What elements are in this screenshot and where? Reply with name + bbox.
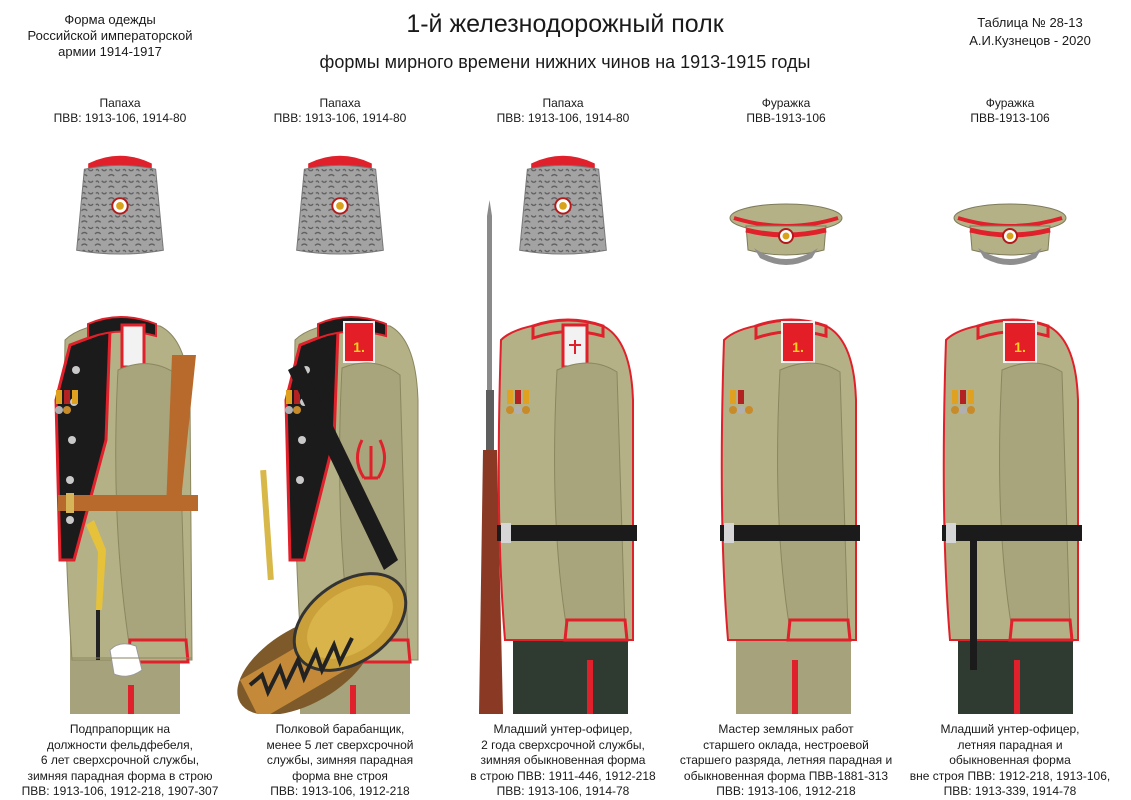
caption-line: Младший унтер-офицер, (493, 722, 633, 736)
hat-name: Фуражка (761, 96, 811, 110)
caption-line: Подпрапорщик на (69, 722, 171, 736)
uniform-illustration (900, 140, 1120, 714)
uniform-figure-3 (453, 96, 673, 800)
caption-line: Младший унтер-офицер, (940, 722, 1080, 736)
uniform-illustration (676, 140, 896, 714)
hat-name: Фуражка (985, 96, 1035, 110)
hat-label (676, 96, 896, 126)
figure-caption (895, 722, 1125, 800)
shoulder-cipher: 1. (353, 339, 365, 355)
caption-line: Мастер земляных работ (718, 722, 854, 736)
header-series-title (10, 12, 210, 60)
caption-line: ПВВ: 1913-106, 1912-218 (716, 784, 856, 798)
hat-regulation: ПВВ-1913-106 (970, 111, 1050, 125)
caption-line: службы, зимняя парадная (266, 753, 414, 767)
caption-line: летняя парадная и (957, 737, 1063, 752)
uniform-figure-4 (676, 96, 896, 800)
page-subtitle: формы мирного времени нижних чинов на 1913-1915 годы (319, 52, 811, 72)
hat-label (900, 96, 1120, 126)
caption-line: должности фельдфебеля, (47, 737, 193, 752)
hat-name: Папаха (319, 96, 361, 110)
figure-caption (5, 722, 235, 800)
caption-line: ПВВ: 1913-106, 1912-218, 1907-307 (21, 784, 219, 798)
uniform-illustration (230, 140, 450, 714)
hat-regulation: ПВВ: 1913-106, 1914-80 (273, 111, 407, 125)
caption-line: 2 года сверхсрочной службы, (481, 737, 645, 752)
hat-name: Папаха (542, 96, 584, 110)
uniform-figure-2 (230, 96, 450, 800)
caption-line: Полковой барабанщик, (275, 722, 405, 736)
hat-label (230, 96, 450, 126)
caption-line: обыкновенная форма (949, 753, 1071, 767)
shoulder-cipher: 1. (1014, 339, 1026, 355)
uniform-illustration (453, 140, 673, 714)
header-right-line: А.И.Кузнецов - 2020 (969, 33, 1091, 48)
figure-caption (671, 722, 901, 800)
caption-line: менее 5 лет сверхсрочной (266, 737, 414, 752)
hat-label (453, 96, 673, 126)
uniform-figure-5 (900, 96, 1120, 800)
header-left-line: Российской императорской (27, 28, 193, 43)
page-title: 1-й железнодорожный полк (406, 10, 724, 38)
header-left-line: Форма одежды (64, 12, 156, 27)
caption-line: ПВВ: 1913-106, 1914-78 (496, 784, 630, 798)
caption-line: зимняя обыкновенная форма (480, 753, 646, 767)
hat-regulation: ПВВ: 1913-106, 1914-80 (53, 111, 187, 125)
caption-line: 6 лет сверхсрочной службы, (40, 753, 200, 767)
papakha-icon (297, 156, 384, 254)
header-right-line: Таблица № 28-13 (977, 15, 1083, 30)
caption-line: зимняя парадная форма в строю (27, 768, 213, 783)
header-left-line: армии 1914-1917 (58, 44, 162, 59)
hat-name: Папаха (99, 96, 141, 110)
uniform-illustration (10, 140, 230, 714)
caption-line: вне строя ПВВ: 1912-218, 1913-106, (909, 768, 1111, 783)
caption-line: старшего разряда, летняя парадная и (679, 753, 893, 767)
uniform-figure-1 (10, 96, 230, 800)
figure-caption (225, 722, 455, 800)
hat-regulation: ПВВ-1913-106 (746, 111, 826, 125)
caption-line: в строю ПВВ: 1911-446, 1912-218 (470, 768, 656, 783)
figure-caption (448, 722, 678, 800)
caption-line: обыкновенная форма ПВВ-1881-313 (683, 768, 889, 783)
hat-regulation: ПВВ: 1913-106, 1914-80 (496, 111, 630, 125)
papakha-icon (77, 156, 164, 254)
bayonet-icon (970, 540, 977, 670)
hat-label (10, 96, 230, 126)
cap-icon (954, 204, 1066, 265)
caption-line: старшего оклада, нестроевой (703, 737, 869, 752)
caption-line: форма вне строя (292, 768, 388, 783)
papakha-icon (520, 156, 607, 254)
caption-line: ПВВ: 1913-106, 1912-218 (270, 784, 410, 798)
cap-icon (730, 204, 842, 265)
caption-line: ПВВ: 1913-339, 1914-78 (943, 784, 1077, 798)
shoulder-cipher: 1. (792, 339, 804, 355)
table-reference (940, 14, 1120, 50)
